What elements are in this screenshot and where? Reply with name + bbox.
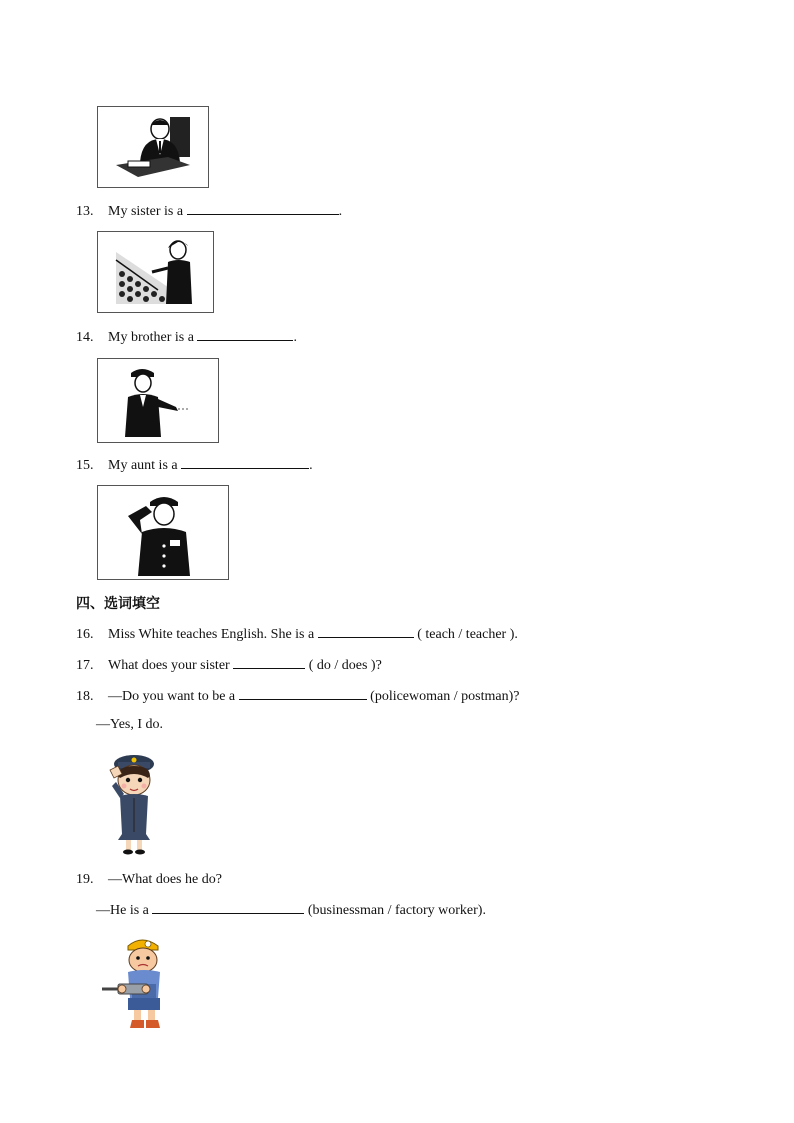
question-text: —What does he do? [108,872,222,887]
question-14 [76,328,297,346]
answer-19 [96,901,486,919]
question-16 [76,625,518,643]
answer-blank[interactable] [181,456,309,469]
answer-blank[interactable] [187,202,339,215]
answer-blank[interactable] [152,901,304,914]
question-text: Miss White teaches English. She is a [108,627,315,642]
question-text: What does your sister [108,658,230,673]
question-text: My sister is a [108,204,184,219]
section-heading: 四、选词填空 [76,596,160,612]
question-number: 17. [76,658,94,673]
question-number: 18. [76,689,94,704]
question-end: . [309,458,313,473]
word-choices: (policewoman / postman)? [370,689,520,704]
cartoon-worker-picture [98,932,178,1032]
teacher-picture [97,231,214,313]
policewoman-picture [97,485,229,580]
question-13 [76,202,342,220]
answer-blank[interactable] [239,687,367,700]
cartoon-policewoman-illustration [104,748,164,856]
question-end: . [293,330,297,345]
question-18 [76,687,519,705]
question-17 [76,656,382,674]
answer-blank[interactable] [233,656,305,669]
answer-text: —He is a [96,903,149,918]
word-choices: (businessman / factory worker). [307,903,486,918]
question-text: My aunt is a [108,458,178,473]
answer-blank[interactable] [197,328,293,341]
word-choices: ( teach / teacher ). [417,627,518,642]
cartoon-worker-illustration [98,932,178,1032]
question-15 [76,456,313,474]
answer-blank[interactable] [318,625,414,638]
word-choices: ( do / does )? [308,658,382,673]
teacher-illustration [98,232,213,312]
businessman-picture [97,106,209,188]
answer-18: —Yes, I do. [96,717,164,732]
cartoon-policewoman-picture [104,748,164,856]
question-number: 13. [76,204,94,219]
question-text: My brother is a [108,330,194,345]
question-number: 19. [76,872,94,887]
question-text: —Do you want to be a [108,689,236,704]
businessman-illustration [98,107,208,187]
conductor-illustration [98,359,218,442]
question-end: . [338,204,343,219]
question-number: 15. [76,458,94,473]
policewoman-illustration [98,486,228,579]
question-19 [76,872,222,888]
question-number: 14. [76,330,94,345]
conductor-picture [97,358,219,443]
question-number: 16. [76,627,94,642]
